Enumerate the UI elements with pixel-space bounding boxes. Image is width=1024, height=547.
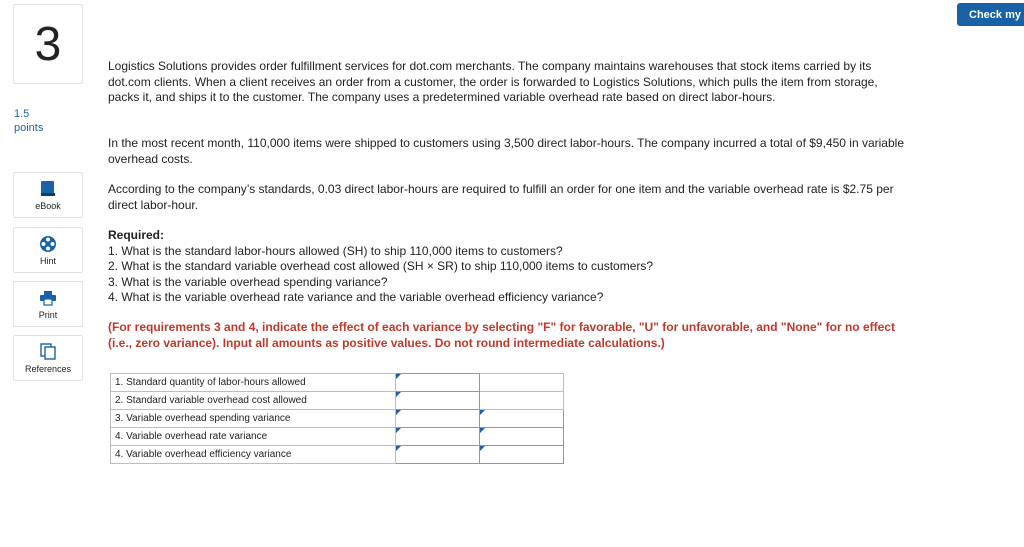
question-number: 3	[13, 4, 83, 84]
spending-variance-input[interactable]	[396, 410, 479, 427]
amount-input-cell[interactable]	[396, 446, 480, 464]
amount-input-cell[interactable]	[396, 392, 480, 410]
references-icon	[40, 343, 56, 361]
requirement-item: 3. What is the variable overhead spending variance?	[108, 274, 388, 289]
hint-button[interactable]	[13, 227, 83, 273]
spending-variance-effect[interactable]	[480, 410, 563, 427]
print-button[interactable]	[13, 281, 83, 327]
table-row	[111, 428, 564, 446]
problem-paragraph-1: Logistics Solutions provides order fulfillment services for dot.com merchants. The company maintains warehouses that stock items carried by its dot.com clients. When a client receives an order from a customer, the order is forwarded to Logistics Solutions, which pulls the item from storage, packs it, and ships it to the customer. The company uses a predetermined variable overhead rate based on direct labor-hours.	[108, 59, 878, 104]
effect-select-cell[interactable]	[480, 428, 564, 446]
row-label: 4. Variable overhead rate variance	[111, 428, 396, 446]
efficiency-variance-input[interactable]	[396, 446, 479, 463]
requirements	[108, 228, 653, 306]
requirement-item: 4. What is the variable overhead rate variance and the variable overhead efficiency variance?	[108, 290, 604, 304]
hint-icon	[39, 235, 57, 253]
problem-paragraph-3: According to the company’s standards, 0.03 direct labor-hours are required to fulfill an order for one item and the variable overhead rate is $2.75 per direct labor-hour.	[108, 182, 894, 212]
amount-input-cell[interactable]	[396, 374, 480, 392]
effect-select-cell[interactable]	[480, 446, 564, 464]
print-icon	[39, 289, 57, 307]
table-row	[111, 446, 564, 464]
check-my-work-button[interactable]: Check my	[957, 3, 1024, 26]
answer-table	[110, 373, 564, 464]
row-label: 2. Standard variable overhead cost allowed	[111, 392, 396, 410]
instruction-note: (For requirements 3 and 4, indicate the effect of each variance by selecting "F" for favorable, "U" for unfavorable, and "None" for no effect (i.e., zero variance). Input all amounts as positive values. Do not round intermediate calculations.)	[108, 320, 895, 350]
ebook-button[interactable]	[13, 172, 83, 218]
sh-amount-input[interactable]	[396, 374, 479, 391]
points-value: 1.5	[14, 108, 30, 120]
hint-label: Hint	[39, 255, 56, 266]
row-label: 1. Standard quantity of labor-hours allowed	[111, 374, 396, 392]
points-label: points	[14, 122, 44, 134]
row-label: 3. Variable overhead spending variance	[111, 410, 396, 428]
requirement-item: 1. What is the standard labor-hours allowed (SH) to ship 110,000 items to customers?	[108, 243, 563, 258]
empty-cell	[480, 374, 564, 392]
references-button[interactable]	[13, 335, 83, 381]
efficiency-variance-effect[interactable]	[480, 446, 563, 463]
requirement-item: 2. What is the standard variable overhead cost allowed (SH × SR) to ship 110,000 items to customers?	[108, 259, 654, 273]
standard-cost-input[interactable]	[396, 392, 479, 409]
problem-paragraph-2: In the most recent month, 110,000 items were shipped to customers using 3,500 direct labor-hours. The company incurred a total of $9,450 in variable overhead costs.	[108, 136, 904, 166]
table-row	[111, 410, 564, 428]
empty-cell	[480, 392, 564, 410]
rate-variance-effect[interactable]	[480, 428, 563, 445]
required-title: Required:	[108, 228, 165, 242]
rate-variance-input[interactable]	[396, 428, 479, 445]
ebook-label: eBook	[35, 200, 61, 211]
print-label: Print	[38, 309, 58, 320]
row-label: 4. Variable overhead efficiency variance	[111, 446, 396, 464]
ebook-icon	[40, 180, 56, 198]
amount-input-cell[interactable]	[396, 410, 480, 428]
references-label: References	[24, 363, 72, 374]
effect-select-cell[interactable]	[480, 410, 564, 428]
table-row	[111, 392, 564, 410]
amount-input-cell[interactable]	[396, 428, 480, 446]
table-row	[111, 374, 564, 392]
